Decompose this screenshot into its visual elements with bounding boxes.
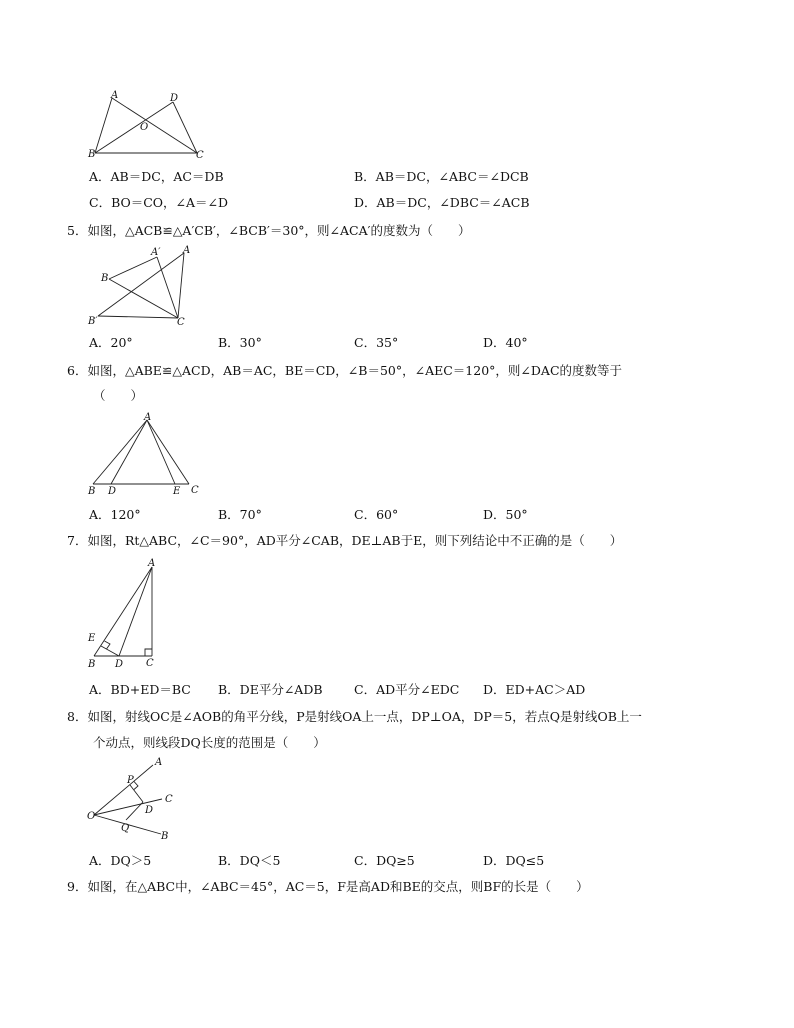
q8-option-a: A．DQ＞5: [89, 853, 152, 868]
q5-stem: 5．如图，△ACB≌△A′CB′，∠BCB′＝30°，则∠ACA′的度数为（ ）: [67, 223, 471, 238]
q7-label-D: D: [115, 659, 124, 670]
q8-option-d: D．DQ≤5: [483, 853, 545, 868]
q8-label-D: D: [145, 805, 154, 816]
q8-label-B: B: [161, 831, 169, 842]
q4-option-d: D．AB＝DC，∠DBC＝∠ACB: [354, 195, 530, 210]
q5-label-B: B: [101, 273, 109, 284]
q9-stem: 9．如图，在△ABC中，∠ABC＝45°，AC＝5，F是高AD和BE的交点，则BF的长是（ ）: [67, 879, 589, 894]
q6-option-a: A．120°: [89, 507, 141, 522]
q8-label-C: C: [165, 794, 173, 805]
q8-label-Q: Q: [121, 823, 130, 834]
q4-label-B: B: [88, 149, 96, 160]
q6-label-A: A: [144, 412, 152, 423]
q4-option-b: B．AB＝DC，∠ABC＝∠DCB: [354, 169, 529, 184]
q8-stem-line1: 8．如图，射线OC是∠AOB的角平分线，P是射线OA上一点，DP⊥OA，DP＝5，若点Q是射线OB上一: [67, 709, 642, 724]
q7-label-B: B: [88, 659, 96, 670]
q7-option-c: C．AD平分∠EDC: [354, 682, 460, 697]
q7-option-d: D．ED+AC＞AD: [483, 682, 586, 697]
q4-option-c: C．BO＝CO，∠A＝∠D: [89, 195, 229, 210]
q4-label-O: O: [140, 122, 149, 133]
q8-option-b: B．DQ＜5: [218, 853, 281, 868]
q6-stem-line1: 6．如图，△ABE≌△ACD，AB＝AC，BE＝CD，∠B＝50°，∠AEC＝120°，则∠DAC的度数等于: [67, 363, 623, 378]
q8-label-O: O: [87, 811, 96, 822]
q7-figure: [85, 555, 165, 670]
q6-stem-line2: （ ）: [93, 388, 144, 403]
q6-label-C: C: [191, 485, 199, 496]
q7-option-a: A．BD+ED＝BC: [89, 682, 191, 697]
q8-stem-line2: 个动点，则线段DQ长度的范围是（ ）: [93, 735, 326, 750]
q4-label-D: D: [170, 93, 179, 104]
q5-option-c: C．35°: [354, 335, 399, 350]
q4-figure: [85, 90, 210, 162]
q8-label-A: A: [155, 757, 163, 768]
q8-figure: [85, 755, 185, 845]
q4-label-C: C: [196, 150, 204, 161]
q6-label-E: E: [173, 486, 181, 497]
q6-label-B: B: [88, 486, 96, 497]
q8-label-P: P: [127, 775, 134, 786]
q5-figure: [85, 245, 195, 330]
q6-label-D: D: [108, 486, 117, 497]
q4-label-A: A: [111, 90, 119, 101]
q5-label-A-prime: A′: [151, 247, 161, 258]
q7-label-A: A: [148, 558, 156, 569]
q7-stem: 7．如图，Rt△ABC，∠C＝90°，AD平分∠CAB，DE⊥AB于E，则下列结论中不正确的是（ ）: [67, 533, 623, 548]
q7-label-C: C: [146, 658, 154, 669]
q8-option-c: C．DQ≥5: [354, 853, 415, 868]
q5-label-A: A: [183, 245, 191, 256]
q5-option-a: A．20°: [89, 335, 133, 350]
q6-figure: [85, 410, 205, 500]
q6-option-d: D．50°: [483, 507, 528, 522]
q5-label-B-prime: B′: [88, 316, 98, 327]
q5-option-b: B．30°: [218, 335, 262, 350]
q7-option-b: B．DE平分∠ADB: [218, 682, 323, 697]
q5-label-C: C: [177, 317, 185, 328]
q6-option-b: B．70°: [218, 507, 262, 522]
q7-label-E: E: [88, 633, 96, 644]
q5-option-d: D．40°: [483, 335, 528, 350]
q6-option-c: C．60°: [354, 507, 399, 522]
q4-option-a: A．AB＝DC，AC＝DB: [89, 169, 224, 184]
